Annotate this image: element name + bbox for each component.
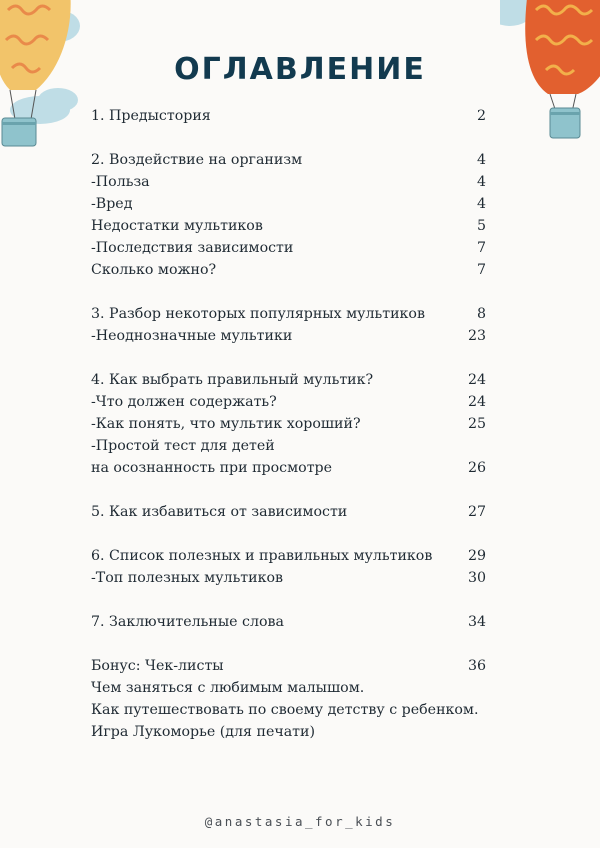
toc-entry[interactable] <box>91 215 486 237</box>
toc-entry[interactable] <box>91 193 486 215</box>
toc-entry-page: 23 <box>467 328 486 344</box>
toc-entry-page: 26 <box>467 460 486 476</box>
toc-entry-page: 24 <box>467 394 486 410</box>
toc-entry-label: 5. Как избавиться от зависимости <box>91 504 348 520</box>
toc-entry[interactable] <box>91 655 486 677</box>
toc-entry-label: 1. Предыстория <box>91 108 211 124</box>
toc-entry[interactable] <box>91 611 486 633</box>
toc-entry-label: Как путешествовать по своему детству с ребенком. <box>91 702 479 718</box>
toc-entry[interactable] <box>91 391 486 413</box>
toc-entry-page: 25 <box>467 416 486 432</box>
toc-entry-label: Недостатки мультиков <box>91 218 263 234</box>
toc-entry-page: 29 <box>467 548 486 564</box>
toc-entry-label: -Последствия зависимости <box>91 240 294 256</box>
toc-entry-page: 4 <box>476 196 486 212</box>
toc-entry-label: 2. Воздействие на организм <box>91 152 303 168</box>
toc-entry[interactable] <box>91 105 486 127</box>
toc-entry[interactable] <box>91 237 486 259</box>
toc-entry-label: 6. Список полезных и правильных мультиков <box>91 548 433 564</box>
toc-entry-page: 4 <box>476 174 486 190</box>
toc-entry-label: 3. Разбор некоторых популярных мультиков <box>91 306 425 322</box>
toc-entry-label: на осознанность при просмотре <box>91 460 333 476</box>
toc-entry-label: -Неоднозначные мультики <box>91 328 293 344</box>
toc-entry-page: 7 <box>476 262 486 278</box>
toc-entry-label: Бонус: Чек-листы <box>91 658 224 674</box>
toc-entry-page: 8 <box>476 306 486 322</box>
toc-entry-label: Сколько можно? <box>91 262 217 278</box>
toc-entry-page: 5 <box>476 218 486 234</box>
toc-entry-label: -Вред <box>91 196 133 212</box>
toc-entry-label: -Как понять, что мультик хороший? <box>91 416 361 432</box>
page-title: ОГЛАВЛЕНИЕ <box>174 52 426 87</box>
toc-entry[interactable] <box>91 171 486 193</box>
toc-entry[interactable] <box>91 699 486 721</box>
toc-entry-page: 2 <box>476 108 486 124</box>
toc-entry[interactable] <box>91 545 486 567</box>
toc-entry[interactable] <box>91 259 486 281</box>
toc-entry-page: 7 <box>476 240 486 256</box>
toc-entry[interactable] <box>91 413 486 435</box>
toc-entry-page: 36 <box>467 658 486 674</box>
toc-entry[interactable] <box>91 677 486 699</box>
toc-entry-label: 7. Заключительные слова <box>91 614 284 630</box>
toc-entry[interactable] <box>91 567 486 589</box>
toc-entry[interactable] <box>91 435 486 457</box>
toc-entry-page: 27 <box>467 504 486 520</box>
toc-entry[interactable] <box>91 457 486 479</box>
toc-entry[interactable] <box>91 721 486 743</box>
instagram-handle[interactable]: @anastasia_for_kids <box>204 814 396 829</box>
toc-entry-page: 34 <box>467 614 486 630</box>
toc-entry-label: -Польза <box>91 174 150 190</box>
toc-entry-label: -Простой тест для детей <box>91 438 275 454</box>
toc-entry-page: 30 <box>467 570 486 586</box>
table-of-contents <box>91 105 486 743</box>
toc-entry[interactable] <box>91 369 486 391</box>
toc-entry-label: Чем заняться с любимым малышом. <box>91 680 365 696</box>
toc-entry-label: 4. Как выбрать правильный мультик? <box>91 372 374 388</box>
toc-entry[interactable] <box>91 149 486 171</box>
toc-entry-label: Игра Лукоморье (для печати) <box>91 724 316 740</box>
toc-entry[interactable] <box>91 501 486 523</box>
toc-entry-label: -Топ полезных мультиков <box>91 570 283 586</box>
toc-entry[interactable] <box>91 303 486 325</box>
toc-entry-label: -Что должен содержать? <box>91 394 277 410</box>
toc-entry-page: 24 <box>467 372 486 388</box>
toc-entry-page: 4 <box>476 152 486 168</box>
toc-entry[interactable] <box>91 325 486 347</box>
